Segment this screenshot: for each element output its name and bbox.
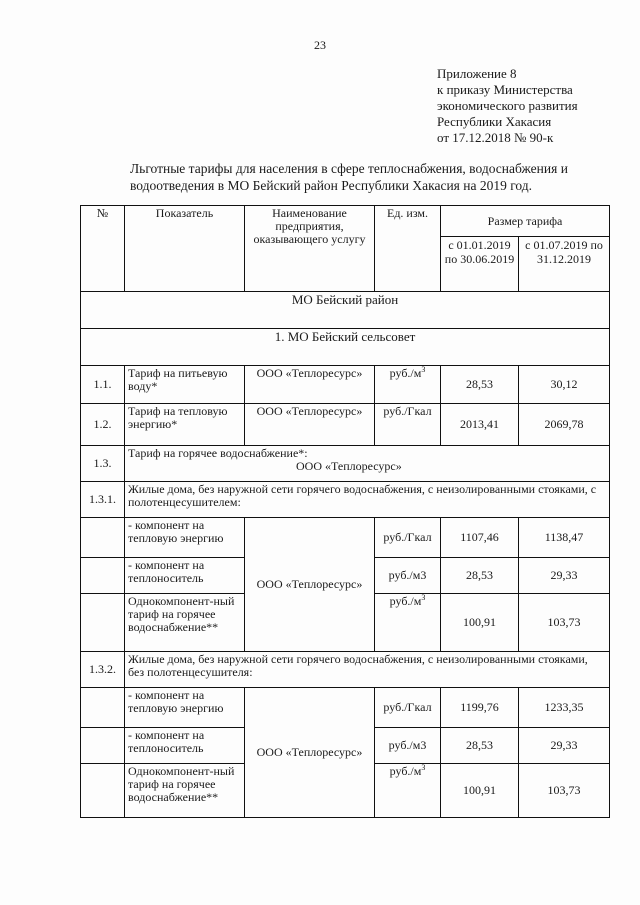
row-indicator: - компонент на теплоноситель xyxy=(125,558,245,594)
row-indicator: - компонент на тепловую энергию xyxy=(125,518,245,558)
row-value-period-1: 1199,76 xyxy=(441,688,519,728)
appendix-line: Республики Хакасия xyxy=(437,114,552,129)
row-value-period-1: 1107,46 xyxy=(441,518,519,558)
table-row xyxy=(81,404,610,446)
row-value-period-1: 28,53 xyxy=(441,366,519,404)
header-num: № xyxy=(81,206,125,292)
table-row xyxy=(81,482,610,518)
unit-text: руб./м xyxy=(389,764,422,778)
row-unit: руб./м3 xyxy=(375,558,441,594)
appendix-line: Приложение 8 xyxy=(437,66,517,81)
header-unit: Ед. изм. xyxy=(375,206,441,292)
tariff-table xyxy=(80,205,610,818)
row-value-period-1: 28,53 xyxy=(441,558,519,594)
table-header-row xyxy=(81,206,610,237)
table-row xyxy=(81,652,610,688)
table-row xyxy=(81,446,610,482)
header-company: Наименование предприятия, оказывающего услугу xyxy=(245,206,375,292)
hot-water-company: ООО «Теплоресурс» xyxy=(296,459,402,473)
unit-text: руб./м xyxy=(389,366,422,380)
row-num: 1.1. xyxy=(81,366,125,404)
row-value-period-1: 2013,41 xyxy=(441,404,519,446)
unit-superscript: 3 xyxy=(421,763,426,772)
row-company: ООО «Теплоресурс» xyxy=(245,688,375,818)
row-company: ООО «Теплоресурс» xyxy=(245,366,375,404)
row-num: 1.2. xyxy=(81,404,125,446)
row-indicator: Жилые дома, без наружной сети горячего водоснабжения, с неизолированными стояками, без полотенцесушителя: xyxy=(125,652,610,688)
row-unit: руб./Гкал xyxy=(375,688,441,728)
row-value-period-2: 103,73 xyxy=(519,594,610,652)
row-num: 1.3.2. xyxy=(81,652,125,688)
row-num-empty xyxy=(81,764,125,818)
hot-water-title: Тариф на горячее водоснабжение*: xyxy=(128,446,308,460)
row-value-period-1: 100,91 xyxy=(441,764,519,818)
row-unit xyxy=(375,764,441,818)
district-heading: МО Бейский район xyxy=(81,292,610,329)
row-num-empty xyxy=(81,688,125,728)
row-value-period-2: 29,33 xyxy=(519,728,610,764)
row-indicator: Тариф на питьевую воду* xyxy=(125,366,245,404)
unit-text: руб./м xyxy=(389,594,422,608)
row-company: ООО «Теплоресурс» xyxy=(245,518,375,652)
row-indicator: - компонент на теплоноситель xyxy=(125,728,245,764)
row-value-period-2: 29,33 xyxy=(519,558,610,594)
unit-superscript: 3 xyxy=(421,593,426,602)
header-indicator: Показатель xyxy=(125,206,245,292)
row-indicator: Жилые дома, без наружной сети горячего водоснабжения, с неизолированными стояками, с полотенцесушителем: xyxy=(125,482,610,518)
table-row xyxy=(81,292,610,329)
table-row xyxy=(81,366,610,404)
document-title: Льготные тарифы для населения в сфере теплоснабжения, водоснабжения и водоотведения в МО Бейский район Республики Хакасия на 2019 год. xyxy=(130,161,568,193)
row-value-period-2: 2069,78 xyxy=(519,404,610,446)
header-period-2: с 01.07.2019 по 31.12.2019 xyxy=(519,237,610,292)
row-indicator: - компонент на тепловую энергию xyxy=(125,688,245,728)
header-period-1: с 01.01.2019 по 30.06.2019 xyxy=(441,237,519,292)
row-num: 1.3.1. xyxy=(81,482,125,518)
row-value-period-2: 1233,35 xyxy=(519,688,610,728)
row-unit: руб./Гкал xyxy=(375,404,441,446)
row-unit xyxy=(375,366,441,404)
row-unit: руб./м3 xyxy=(375,728,441,764)
row-value-period-2: 1138,47 xyxy=(519,518,610,558)
row-company: ООО «Теплоресурс» xyxy=(245,404,375,446)
row-unit: руб./Гкал xyxy=(375,518,441,558)
page-number: 23 xyxy=(314,38,326,52)
row-num-empty xyxy=(81,594,125,652)
settlement-heading: 1. МО Бейский сельсовет xyxy=(81,329,610,366)
row-indicator: Тариф на тепловую энергию* xyxy=(125,404,245,446)
appendix-block xyxy=(437,66,578,146)
row-num-empty xyxy=(81,558,125,594)
appendix-line: от 17.12.2018 № 90-к xyxy=(437,130,554,145)
row-indicator: Однокомпонент-ный тариф на горячее водоснабжение** xyxy=(125,764,245,818)
row-unit xyxy=(375,594,441,652)
row-value-period-2: 103,73 xyxy=(519,764,610,818)
row-indicator: Однокомпонент-ный тариф на горячее водоснабжение** xyxy=(125,594,245,652)
table-row xyxy=(81,688,610,728)
appendix-line: экономического развития xyxy=(437,98,578,113)
table-row xyxy=(81,329,610,366)
row-num-empty xyxy=(81,518,125,558)
row-value-period-2: 30,12 xyxy=(519,366,610,404)
row-value-period-1: 100,91 xyxy=(441,594,519,652)
appendix-line: к приказу Министерства xyxy=(437,82,573,97)
row-value-period-1: 28,53 xyxy=(441,728,519,764)
row-num: 1.3. xyxy=(81,446,125,482)
row-indicator xyxy=(125,446,610,482)
unit-superscript: 3 xyxy=(421,365,426,374)
table-row xyxy=(81,518,610,558)
header-tariff: Размер тарифа xyxy=(441,206,610,237)
row-num-empty xyxy=(81,728,125,764)
